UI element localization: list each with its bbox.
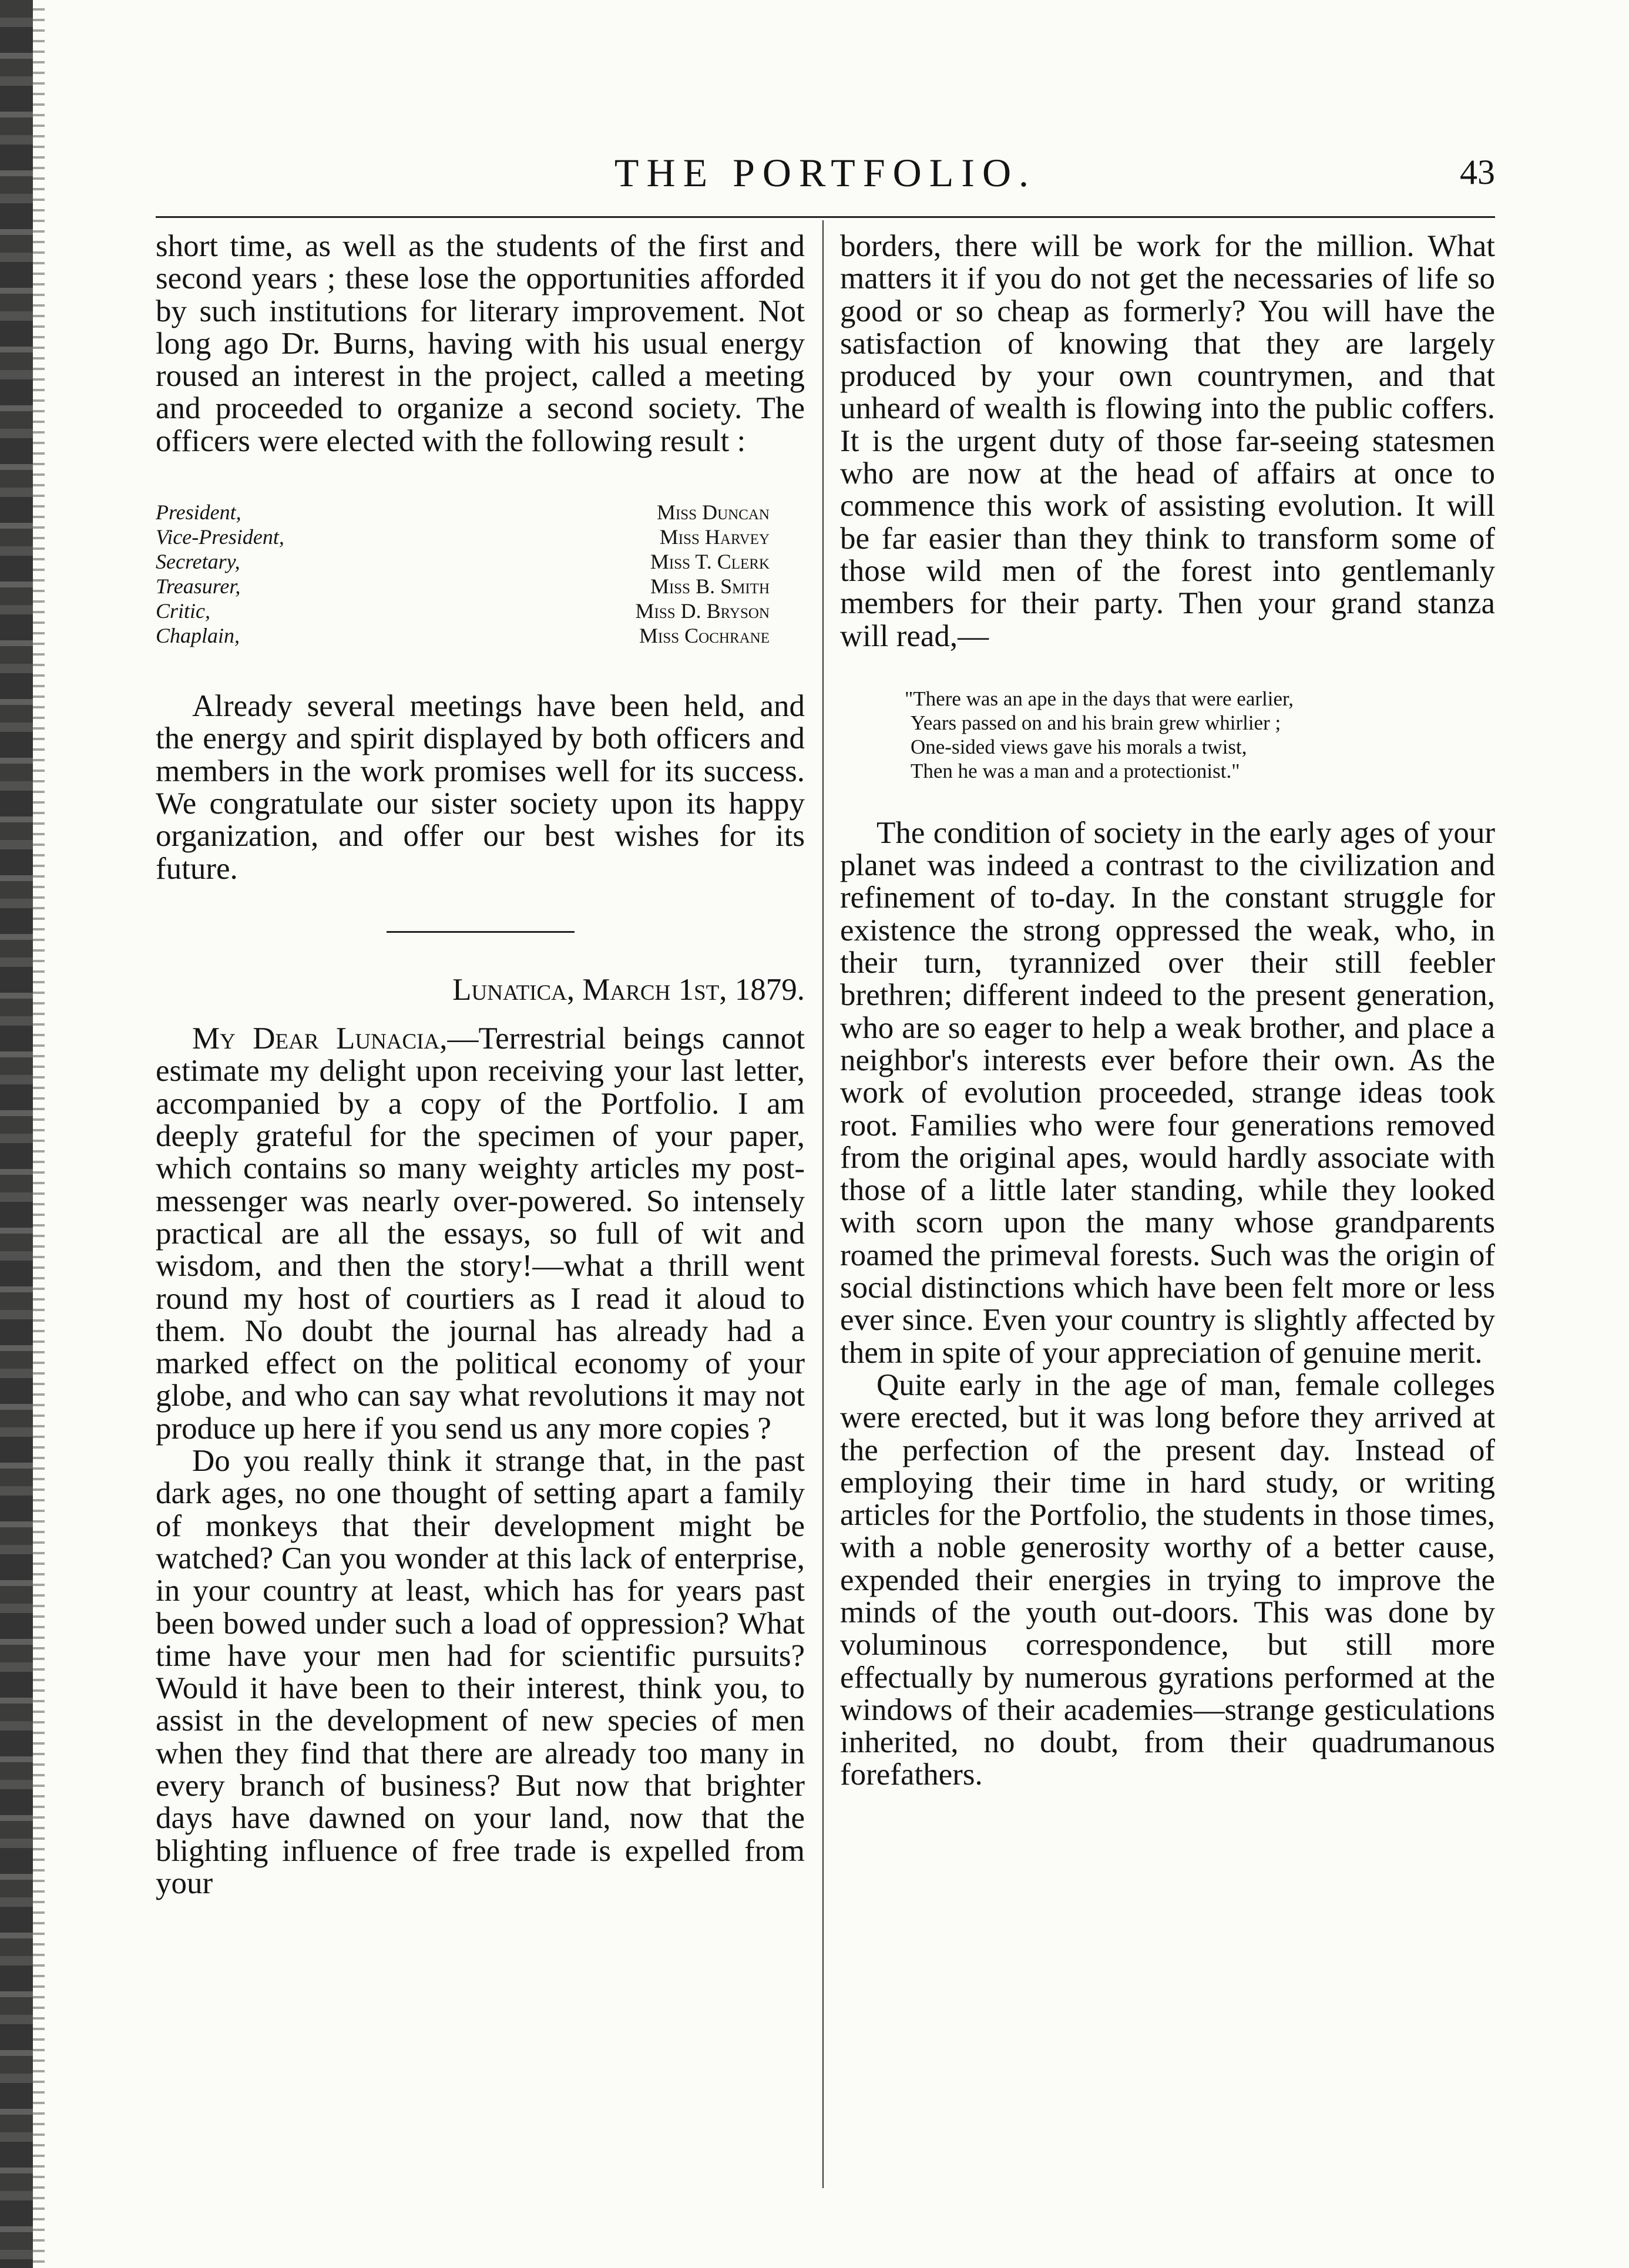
left-paragraph-1: short time, as well as the students of the first and second years ; these lose the opportunities afforded by such institutions for literary improvement. Not long ago Dr. Burns, having with his usual energy roused an interest in the project, called a meeting and proceeded to organize a second society. The officers were elected with the following result : [156, 229, 805, 458]
page-header [156, 150, 1495, 203]
officer-title: Chaplain, [156, 624, 240, 648]
officer-name: Miss Cochrane [639, 624, 770, 648]
letter-opening-paragraph [156, 1023, 805, 1445]
officer-name: Miss B. Smith [650, 574, 770, 599]
officer-title: Secretary, [156, 550, 240, 574]
spine-shadow [33, 0, 45, 2268]
verse-line: "There was an ape in the days that were earlier, [905, 687, 1294, 710]
right-paragraph-1: borders, there will be work for the million. What matters it if you do not get the necessaries of life so good or so cheap as formerly? You will have the satisfaction of knowing that they are largely produced by your own countrymen, and that unheard of wealth is flowing into the public coffers. It is the urgent duty of those far-seeing statesmen who are now at the head of affairs at once to commence this work of assisting evolution. It will be far easier than they think to transform some of those wild men of the forest into gentlemanly members for their party. Then your grand stanza will read,— [840, 229, 1495, 653]
officer-name: Miss D. Bryson [635, 599, 770, 623]
officer-title: Vice-President, [156, 525, 284, 549]
page-number: 43 [1460, 153, 1495, 191]
officer-title: President, [156, 500, 241, 525]
right-paragraph-2: The condition of society in the early ages of your planet was indeed a contrast to the civilization and refinement of to-day. In the constant struggle for existence the strong oppressed the weak, who, in their turn, tyrannized over their still feebler brethren; different indeed to the present generation, who are so eager to help a weak brother, and place a neighbor's interests ever before their own. As the work of evolution proceeded, strange ideas took root. Families who were four generations removed from the original apes, would hardly associate with those of a little later standing, while they looked with scorn upon the many whose grandparents roamed the primeval forests. Such was the origin of social distinctions which have been felt more or less ever since. Even your country is slightly affected by them in spite of your appreciation of genuine merit. [840, 815, 1495, 1370]
left-paragraph-2: Already several meetings have been held, and the energy and spirit displayed by both officers and members in the work promises well for its success. We congratulate our sister society upon its happy organization, and offer our best wishes for its future. [156, 689, 805, 886]
letter-dateline: Lunatica, March 1st, 1879. [452, 972, 805, 1007]
column-divider [822, 220, 824, 2188]
right-column [840, 230, 1495, 1792]
book-spine-edge [0, 0, 33, 2268]
left-paragraph-4: Do you really think it strange that, in the past dark ages, no one thought of setting apart a family of monkeys that their development might be watched? Can you wonder at this lack of enterprise, in your country at least, which has for years past been bowed under such a load of oppression? What time have your men had for scientific pursuits? Would it have been to their interest, think you, to assist in the development of new species of men when they find that there are already too many in every branch of business? But now that brighter days have dawned on your land, now that the blighting influence of free trade is expelled from your [156, 1444, 805, 1900]
letter-opening-text: —Terrestrial beings cannot estimate my delight upon receiving your last letter, accompanied by a copy of the Portfolio. I am deeply grateful for the specimen of your paper, which contains so many weighty articles my post-messenger was nearly over-powered. So intensely practical are all the essays, so full of wit and wisdom, and then the story!—what a thrill went round my host of courtiers as I read it aloud to them. No doubt the journal has already had a marked effect on the political economy of your globe, and who can say what revolutions it may not produce up here if you send us any more copies ? [156, 1022, 805, 1446]
officer-title: Treasurer, [156, 574, 241, 599]
right-paragraph-3: Quite early in the age of man, female colleges were erected, but it was long before they arrived at the perfection of the present day. Instead of employing their time in hard study, or writing articles for the Portfolio, the students in those times, with a noble generosity worthy of a better cause, expended their energies in trying to improve the minds of the youth out-doors. This was done by voluminous correspondence, but still more effectually by numerous gyrations performed at the windows of their academies—strange gesticulations inherited, no doubt, from their quadrumanous forefathers. [840, 1367, 1495, 1792]
officer-name: Miss Harvey [659, 525, 770, 549]
verse-line: Years passed on and his brain grew whirlier ; [911, 711, 1281, 734]
verse-line: Then he was a man and a protectionist." [911, 759, 1240, 782]
letter-salutation: My Dear Lunacia, [192, 1022, 448, 1056]
officer-title: Critic, [156, 599, 211, 623]
verse-quote [905, 687, 1495, 783]
header-rule [156, 216, 1495, 218]
running-title: THE PORTFOLIO. [614, 150, 1037, 195]
left-column [156, 230, 805, 1900]
verse-line: One-sided views gave his morals a twist, [911, 735, 1247, 758]
officer-name: Miss T. Clerk [650, 550, 770, 574]
officer-name: Miss Duncan [656, 500, 770, 525]
officers-list [156, 500, 805, 648]
section-divider [387, 931, 575, 933]
